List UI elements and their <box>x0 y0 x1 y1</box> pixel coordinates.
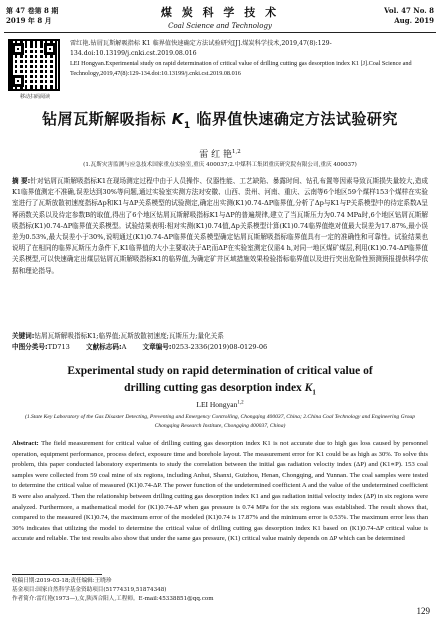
qr-finder-pattern <box>12 43 24 55</box>
author-name-en: LEI Hongyan <box>196 400 238 409</box>
title-cn-symbol: K <box>171 110 184 128</box>
qr-label: 移动扫码阅读 <box>19 94 50 100</box>
journal-title-cn: 煤 炭 科 学 技 术 <box>160 6 280 19</box>
title-en-line2 <box>0 380 440 401</box>
abstract-en-label: Abstract: <box>12 440 39 447</box>
footnote-author: 作者简介:雷红艳(1973—),女,陕西合阳人,工程师。E-mail:45338851@qq.com <box>12 596 214 602</box>
issue-date: 2019 年 8 月 <box>6 16 52 25</box>
footnote-funding: 基金项目:国家自然科学基金资助项目(51774319,51874348) <box>12 587 167 593</box>
author-affil-marker-en: 1,2 <box>237 400 244 406</box>
title-en-part: drilling cutting gas desorption index <box>124 382 305 394</box>
page-number: 129 <box>416 606 430 616</box>
abstract-cn-text: 针对钻屑瓦斯解吸指标K1在现场测定过程中由于人员操作、仪器性能、工艺缺陷、暴露时间、钻孔布置等因素导致瓦斯损失量较大,造成K1临界值测定不准确,误差达到30%等问题,通过实验室实测方法对安徽、山西、贵州、河南、重庆、云南等6个地区59个煤样153个煤样在实验室进行了瓦斯放散初速度指标Δp和K1与ΔP关系模型的试验测定,确定出实测(K1)0.74-ΔP临界值,分析了Δp与K1与P关系模型中的待定系数A呈幂函数关系以及待定参数B的取值,得出了6个地区钻屑瓦斯解吸指标K1与ΔP的普遍规律,建立了当瓦斯压力为0.74 MPa时,6个地区钻屑瓦斯解吸指标(K1)0.74-ΔP临界值关系模型。试验结果表明:相对实测(K1)0.74值,Δp关系模型计算(K1)0.74临界值绝对值最大误差为17.87%,最小误差为0.53%,最大误差小于30%,说明通过(K1)0.74-ΔP临界值关系模型确定钻屑瓦斯解吸指标临界值具有一定的准确性和可靠性。试验结果也说明了在相同的临界瓦斯压力条件下,K1临界值的大小主要取决于ΔP,而ΔP在实验室测定仅需4 h,对同一地区煤矿煤层,利用(K1)0.74-ΔP临界值关系模型,可以快速确定出煤层钻屑瓦斯解吸指标K1的临界值,为确定矿井区域措施效果检验指标临界值以及进行突出危险性预测预报提供科学依据和理论指导。 <box>12 177 428 275</box>
keywords-label: 关键词: <box>12 332 35 340</box>
title-cn-part: 临界值快速确定方法试验研究 <box>190 110 398 128</box>
header-divider <box>4 32 436 33</box>
citation-text <box>70 39 434 79</box>
volume-issue-en: Vol. 47 No. 8 <box>384 6 434 15</box>
title-en-line1: Experimental study on rapid determination of critical value of <box>67 365 373 377</box>
doc-code <box>86 342 126 353</box>
qr-finder-pattern <box>44 43 56 55</box>
issue-date-en: Aug. 2019 <box>394 16 434 25</box>
affiliation-en: (1.State Key Laboratory of the Gas Disaster Detecting, Preventing and Emergency Controlling, Chongqing 400037, China; 2.China Coal Technology and Engineering Group Chongqing Research Institute, Chongqing 400037, China) <box>24 414 416 429</box>
article-number <box>142 342 267 353</box>
clc-value: TD713 <box>47 343 70 351</box>
footnote-divider <box>12 574 102 575</box>
paper-title-cn <box>0 108 440 131</box>
abstract-en <box>12 439 428 545</box>
clc-label: 中图分类号: <box>12 343 48 351</box>
classification-line <box>12 342 428 353</box>
issue-info-en <box>384 6 434 26</box>
clc-code <box>12 342 70 353</box>
citation-en: LEI Hongyan.Experimental study on rapid determination of critical value of drilling cutting gas desorption index K1 [J].Coal Science and Technology,2019,47(8):129-134.doi:10.13199/j.cnki.cst.2019.08.016 <box>70 60 412 77</box>
author-cn <box>0 147 440 160</box>
affiliation-cn: (1.瓦斯灾害监测与应急技术国家重点实验室,重庆 400037;2.中煤科工集团重庆研究院有限公司,重庆 400037) <box>83 162 357 168</box>
abstract-cn <box>12 176 428 277</box>
author-name-cn: 雷 红 艳 <box>199 150 232 160</box>
footnotes <box>12 577 372 604</box>
title-cn-subscript: 1 <box>183 121 191 131</box>
paper-title-en <box>0 363 440 401</box>
title-en-subscript: 1 <box>312 388 316 397</box>
doc-code-label: 文献标志码: <box>86 343 122 351</box>
journal-title-en: Coal Science and Technology <box>168 22 272 30</box>
keywords-line <box>12 331 428 342</box>
title-en-symbol: K <box>304 382 313 394</box>
abstract-en-text: The field measurement for critical value of drilling cutting gas desorption index K1 is not accurate due to high gas loss caused by personnel operation, equipment performance, process defect, exposure time and borehole layout. The measurement error for K1 could be as high as 30%. To solve this problem, this paper conducted laboratory experiments to study the correlation between the initial gas radiation velocity index (ΔP) and (K1∝P). 153 coal samples were collected from 59 coal mine of six regions, including Anhui, Shanxi, Guizhou, Henan, Chongqing, and Yunnan. The coal samples were tested to determine the critical value of measured (K1)0.74-ΔP. The power function of the undetermined coefficient A and the value of the undetermined coefficient B were also analyzed. Then the relationship between drilling cutting gas desorption index K1 and gas radiation initial velocity index (ΔP) in six regions were analyzed. Furthermore, a mathematical model for (K1)0.74-ΔP when gas pressure is 0.74 MPa for the six regions was established. The result shows that, compared to the measured (K1)0.74, the maximum error of the modeled (K1)0.74 is 17.87% and the minimum error is 0.53%. The maximum error less than 30% indicates that utilizing the model to determine the critical value of drilling cutting gas desorption index K1 based on (K1)0.74-ΔP critical value is accurate and reliable. The test results also show that under the same gas pressure, (K1) critical value mainly depends on ΔP which can be determined <box>12 440 428 543</box>
keywords-text: 钻屑瓦斯解吸指标K1;临界值;瓦斯放散初速度;瓦斯压力;量化关系 <box>34 332 224 340</box>
qr-code-icon[interactable] <box>8 39 60 91</box>
citation-block <box>0 34 440 106</box>
citation-cn: 雷红艳.钻屑瓦斯解吸指标 K1 临界值快速确定方法试验研究[J].煤炭科学技术,2019,47(8):129-134.doi:10.13199/j.cnki.cst.2019.08.016 <box>70 40 332 57</box>
abstract-cn-label: 摘 要: <box>12 177 31 185</box>
journal-title <box>0 4 440 30</box>
title-cn-part: 钻屑瓦斯解吸指标 <box>42 110 172 128</box>
doc-code-value: A <box>121 343 127 351</box>
article-number-value: 0253-2336(2019)08-0129-06 <box>171 343 268 351</box>
volume-issue: 第 47 卷第 8 期 <box>6 6 59 15</box>
qr-finder-pattern <box>12 75 24 87</box>
footnote-received: 收稿日期:2019-03-18;责任编辑:王晓珍 <box>12 578 112 584</box>
article-number-label: 文章编号: <box>142 343 172 351</box>
article-metadata <box>12 331 428 353</box>
author-affil-marker: 1,2 <box>231 149 241 155</box>
journal-header <box>0 0 440 34</box>
author-en <box>0 400 440 409</box>
